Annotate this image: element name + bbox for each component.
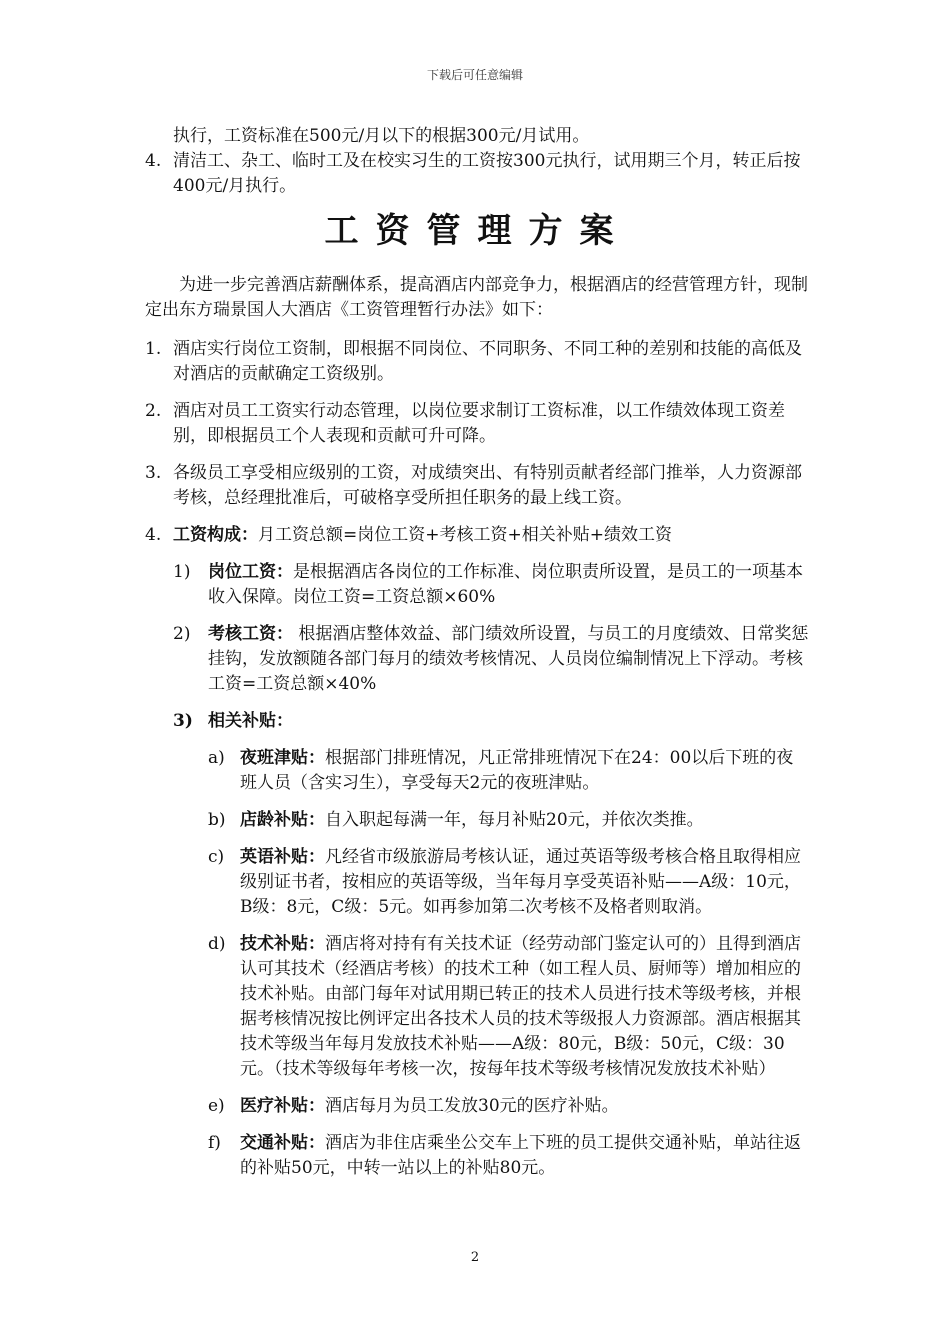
item-number: 4. <box>145 151 162 171</box>
item-number: b) <box>208 810 226 830</box>
item-number: a) <box>208 748 225 768</box>
list-item-2 <box>145 399 810 449</box>
item-label: 夜班津贴： <box>240 748 325 768</box>
item-text: 是根据酒店各岗位的工作标准、岗位职责所设置，是员工的一项基本收入保障。岗位工资=工资总额×60% <box>208 562 803 607</box>
page-number: 2 <box>470 1250 480 1265</box>
item-text: 各级员工享受相应级别的工资，对成绩突出、有特别贡献者经部门推举，人力资源部考核，总经理批准后，可破格享受所担任职务的最上线工资。 <box>173 463 802 508</box>
allowance-b <box>145 808 810 833</box>
item-text: 自入职起每满一年，每月补贴20元，并依次类推。 <box>325 810 704 830</box>
item-label: 考核工资： <box>208 624 293 644</box>
item-text: 酒店对员工工资实行动态管理，以岗位要求制订工资标准，以工作绩效体现工资差别，即根据员工个人表现和贡献可升可降。 <box>173 401 785 446</box>
item-text: 酒店实行岗位工资制，即根据不同岗位、不同职务、不同工种的差别和技能的高低及对酒店的贡献确定工资级别。 <box>173 339 802 384</box>
carryover-item-4 <box>145 149 810 199</box>
item-text: 根据部门排班情况，凡正常排班情况下在24：00以后下班的夜班人员（含实习生），享受每天2元的夜班津贴。 <box>240 748 794 793</box>
item-label: 相关补贴： <box>208 711 293 731</box>
item-text: 酒店将对持有有关技术证（经劳动部门鉴定认可的）且得到酒店认可其技术（经酒店考核）的技术工种（如工程人员、厨师等）增加相应的技术补贴。由部门每年对试用期已转正的技术人员进行技术等级考核，并根据考核情况按比例评定出各技术人员的技术等级报人力资源部。酒店根据其技术等级当年每月发放技术补贴——A级：80元，B级：50元，C级：30元。（技术等级每年考核一次，按每年技术等级考核情况发放技术补贴） <box>240 934 801 1079</box>
allowance-a <box>145 746 810 796</box>
allowance-d <box>145 932 810 1082</box>
document-title: 工资管理方案 <box>324 211 631 251</box>
intro-paragraph: 为进一步完善酒店薪酬体系，提高酒店内部竞争力，根据酒店的经营管理方针，现制定出东方瑞景国人大酒店《工资管理暂行办法》如下： <box>145 275 808 320</box>
item-content <box>208 560 810 610</box>
sub-item-1 <box>145 560 810 610</box>
item-content <box>208 622 810 697</box>
list-item-1 <box>145 337 810 387</box>
item-label: 店龄补贴： <box>240 810 325 830</box>
item-content <box>240 1094 810 1119</box>
item-content <box>240 1131 810 1181</box>
item-number: 2. <box>145 401 162 421</box>
item-content <box>240 746 810 796</box>
item-text: 酒店每月为员工发放30元的医疗补贴。 <box>325 1096 619 1116</box>
item-number: 3) <box>173 711 193 731</box>
item-number: 2) <box>173 624 191 644</box>
item-label: 工资构成： <box>173 525 258 545</box>
item-content <box>208 709 810 734</box>
item-label: 岗位工资： <box>208 562 293 582</box>
item-number: 1) <box>173 562 191 582</box>
item-label: 英语补贴： <box>240 847 325 867</box>
list-item-3 <box>145 461 810 511</box>
item-number: 3. <box>145 463 162 483</box>
allowance-c <box>145 845 810 920</box>
item-label: 医疗补贴： <box>240 1096 325 1116</box>
sub-item-3 <box>145 709 810 734</box>
page-header: 下载后可任意编辑 <box>426 68 523 82</box>
item-number: e) <box>208 1096 225 1116</box>
list-item-4 <box>145 523 810 548</box>
item-number: d) <box>208 934 226 954</box>
item-number: f) <box>208 1133 221 1153</box>
item-label: 技术补贴： <box>240 934 325 954</box>
item-content <box>240 845 810 920</box>
item-number: c) <box>208 847 225 867</box>
item-number: 1. <box>145 339 162 359</box>
item-content <box>240 808 810 833</box>
item-content <box>173 523 810 548</box>
item-number: 4. <box>145 525 162 545</box>
item-text: 月工资总额=岗位工资+考核工资+相关补贴+绩效工资 <box>258 525 672 545</box>
item-text: 清洁工、杂工、临时工及在校实习生的工资按300元执行，试用期三个月，转正后按400元/月执行。 <box>173 151 801 196</box>
item-text: 酒店为非住店乘坐公交车上下班的员工提供交通补贴，单站往返的补贴50元，中转一站以上的补贴80元。 <box>240 1133 801 1178</box>
item-text: 根据酒店整体效益、部门绩效所设置，与员工的月度绩效、日常奖惩挂钩，发放额随各部门每月的绩效考核情况、人员岗位编制情况上下浮动。考核工资=工资总额×40% <box>208 624 809 694</box>
item-text: 凡经省市级旅游局考核认证，通过英语等级考核合格且取得相应级别证书者，按相应的英语等级，当年每月享受英语补贴——A级：10元，B级：8元，C级：5元。如再参加第二次考核不及格者则取消。 <box>240 847 801 917</box>
item-content <box>240 932 810 1082</box>
carryover-line: 执行，工资标准在500元/月以下的根据300元/月试用。 <box>173 126 590 146</box>
allowance-f <box>145 1131 810 1181</box>
item-label: 交通补贴： <box>240 1133 325 1153</box>
allowance-e <box>145 1094 810 1119</box>
document-body <box>145 124 810 1193</box>
sub-item-2 <box>145 622 810 697</box>
